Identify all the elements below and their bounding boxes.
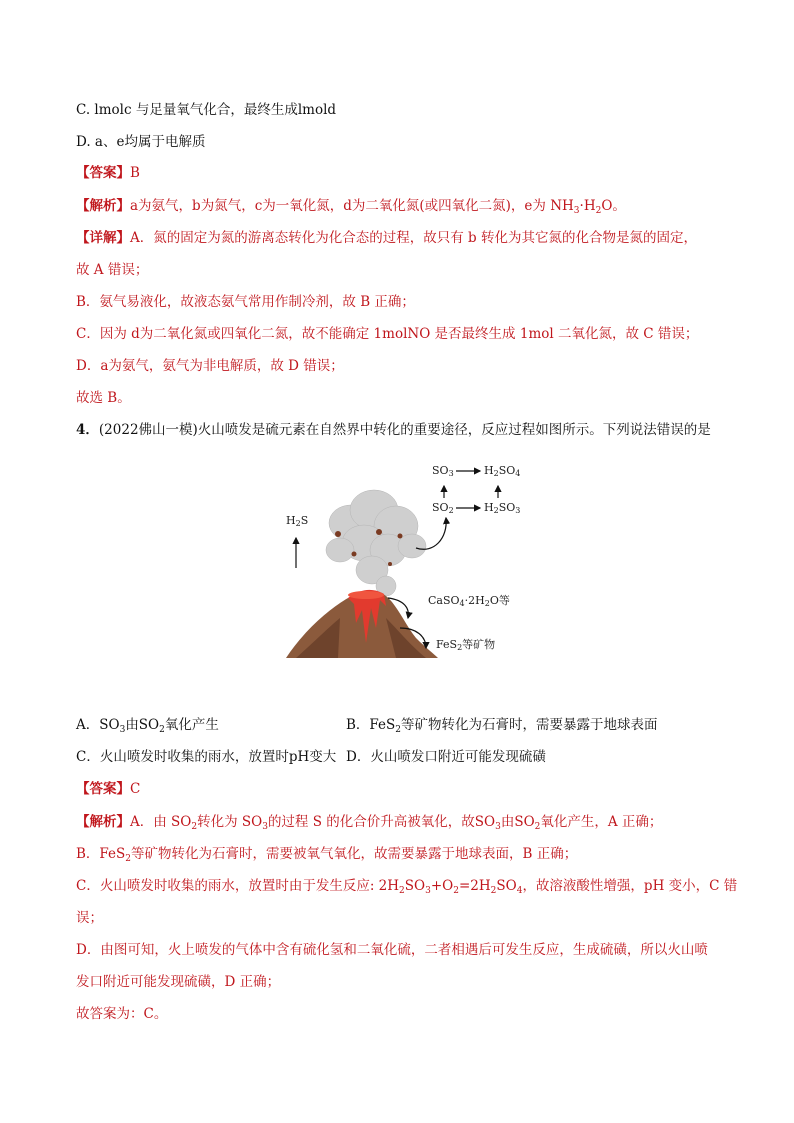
label-h2so4: $H_2SO_4$ (484, 464, 521, 478)
answer-value: B (130, 165, 140, 181)
answer-1 (76, 164, 736, 182)
analysis-text: a为氨气，b为氮气，c为一氧化氮，d为二氧化氮(或四氧化二氮)，e为 $NH_3\cdot H_2O$。 (130, 198, 626, 216)
answer-tag: 【答案】 (76, 781, 130, 797)
question-text: (2022佛山一模)火山喷发是硫元素在自然界中转化的重要途径，反应过程如图所示。下列说法错误的是 (98, 422, 711, 438)
analysis-2-c-cont: 误； (76, 910, 103, 926)
detail-d: D．a为氨气，氨气为非电解质，故 D 错误； (76, 358, 344, 374)
label-fes2: FeS$_2$等矿物 (436, 638, 496, 652)
answer-tag: 【答案】 (76, 165, 130, 181)
smoke-cloud (326, 490, 426, 596)
detail-tag: 【详解】 (76, 230, 130, 246)
option-d: D．火山喷发口附近可能发现硫磺 (346, 749, 546, 765)
volcano-illustration (276, 458, 536, 668)
question-number: 4． (76, 422, 99, 438)
detail-c: C．因为 d为二氧化氮或四氧化二氮，故不能确定 1molNO 是否最终生成 1mol 二氧化氮，故 C 错误； (76, 326, 699, 342)
detail-b: B．氨气易液化，故液态氨气常用作制冷剂，故 B 正确； (76, 294, 415, 310)
option-d-line: D. a、e均属于电解质 (76, 134, 206, 150)
label-so2: $SO_2$ (432, 501, 454, 515)
analysis-1 (76, 197, 736, 220)
detail-a-cont: 故 A 错误； (76, 262, 149, 278)
option-c: C．火山喷发时收集的雨水，放置时pH变大 (76, 749, 337, 765)
option-c-line: C. lmolc 与足量氧气化合，最终生成lmold (76, 102, 337, 118)
detail-conclusion: 故选 B。 (76, 390, 131, 406)
analysis-2-d: D．由图可知，火上喷发的气体中含有硫化氢和二氧化硫，二者相遇后可发生反应，生成硫磺，所以火山喷 (76, 942, 708, 958)
analysis-2-a: 【解析】A．由 $SO_2$转化为 $SO_3$的过程 S 的化合价升高被氧化，故$SO_3$由$SO_2$氧化产生，A 正确； (76, 814, 663, 832)
analysis-2-b: B．FeS$_2$等矿物转化为石膏时，需要被氧气氧化，故需要暴露于地球表面，B 正确； (76, 846, 578, 864)
analysis-tag: 【解析】 (76, 198, 130, 214)
analysis-2-c: C．火山喷发时收集的雨水，放置时由于发生反应: $2H_2SO_3+O_2=2H_2SO_4$，故溶液酸性增强，pH 变小，C 错 (76, 878, 738, 896)
label-h2so3: $H_2SO_3$ (484, 501, 521, 515)
option-b: B．FeS$_2$等矿物转化为石膏时，需要暴露于地球表面 (346, 717, 658, 735)
label-caso4: $CaSO_4\cdot 2H_2O$等 (428, 594, 510, 608)
detail-a: 【详解】A．氮的固定为氮的游离态转化为化合态的过程，故只有 b 转化为其它氮的化合物是氮的固定， (76, 230, 697, 246)
option-a: A．$SO_3$由$SO_2$氧化产生 (76, 717, 219, 735)
analysis-2-d-cont: 发口附近可能发现硫磺，D 正确； (76, 974, 281, 990)
answer-value: C (130, 781, 141, 797)
volcano-figure (276, 458, 536, 668)
question-4 (76, 421, 736, 439)
analysis-tag: 【解析】 (76, 814, 130, 830)
label-h2s: $H_2S$ (286, 514, 309, 528)
label-so3: $SO_3$ (432, 464, 454, 478)
analysis-2-conclusion: 故答案为：C。 (76, 1006, 168, 1022)
answer-2 (76, 780, 736, 798)
